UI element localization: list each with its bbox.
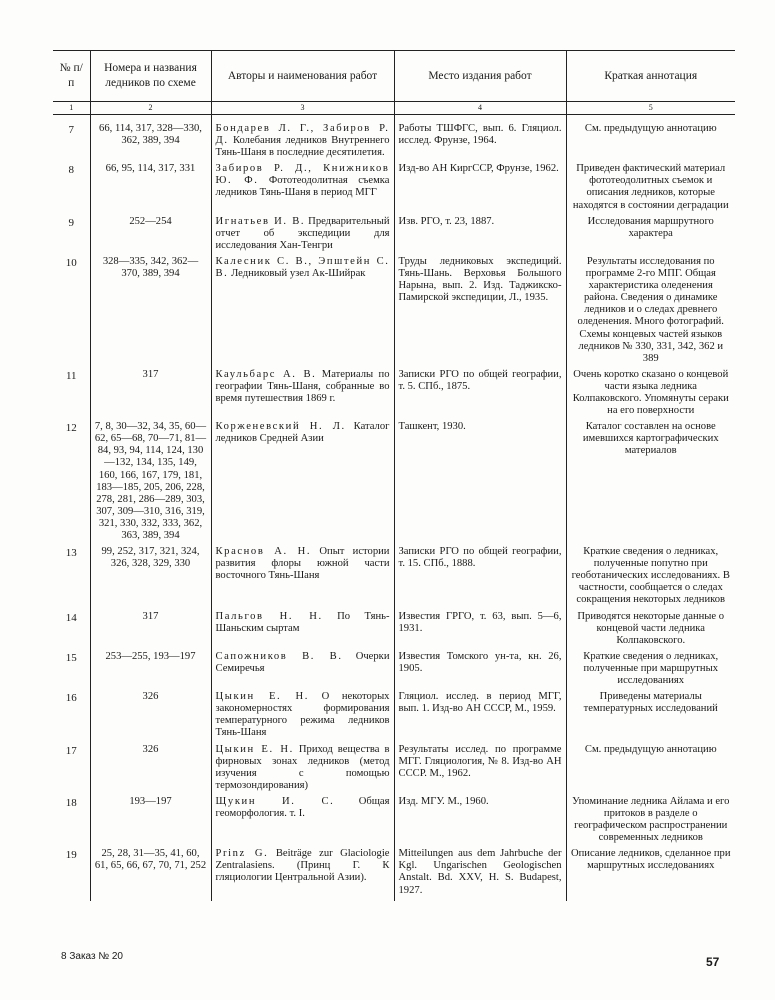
work-title: Очерки Семиречья	[215, 650, 390, 674]
publication-place: Известия ГРГО, т. 63, вып. 5—6, 1931.	[394, 611, 566, 651]
publication-place: Изд. МГУ. М., 1960.	[394, 796, 566, 848]
header-place: Место издания работ	[394, 51, 566, 102]
author-name: Цыкин Е. Н.	[215, 743, 294, 755]
header-annotation: Краткая аннотация	[566, 51, 735, 102]
glacier-numbers: 317	[90, 369, 211, 421]
annotation: См. предыдущую аннотацию	[566, 123, 735, 163]
annotation: Приведен фактический материал фототеодолитных съемок и описания ледников, которые находятся в состоянии деградации	[566, 163, 735, 215]
table-row	[53, 848, 735, 900]
glacier-numbers: 25, 28, 31—35, 41, 60, 61, 65, 66, 67, 70, 71, 252	[90, 848, 211, 900]
glacier-numbers: 253—255, 193—197	[90, 651, 211, 691]
page-number: 57	[706, 955, 720, 969]
row-number: 15	[65, 651, 77, 664]
publication-place: Труды ледниковых экспедиций. Тянь-Шань. Верховья Большого Нарына, вып. 2. Изд. Таджикско-Памирской экспедиции, Л., 1935.	[394, 256, 566, 369]
work-title: Каталог ледников Средней Азии	[215, 421, 390, 445]
table-row	[53, 256, 735, 369]
row-number: 18	[65, 796, 77, 809]
annotation: Краткие сведения о ледниках, полученные попутно при геоботанических исследованиях. В частности, сообщается о следах сокращения некоторых ледников	[566, 546, 735, 610]
annotation: Очень коротко сказано о концевой части языка ледника Колпаковского. Упомянуты сераки на его поверхности	[566, 369, 735, 421]
work-title: Опыт истории развития флоры южной части восточного Тянь-Шаня	[215, 546, 390, 582]
author-name: Калесник С. В., Эпштейн С. В.	[215, 255, 390, 280]
author-and-title	[211, 123, 394, 163]
author-name: Цыкин Е. Н.	[215, 691, 309, 703]
work-title: Приход вещества в фирновых зонах ледников (метод изучения с помощью термозондирования)	[215, 743, 390, 791]
table-row	[53, 651, 735, 691]
row-number: 13	[65, 547, 77, 560]
author-and-title	[211, 651, 394, 691]
glacier-numbers: 99, 252, 317, 321, 324, 326, 328, 329, 330	[90, 546, 211, 610]
work-title: По Тянь-Шаньским сыртам	[215, 610, 390, 634]
work-title: Ледниковый узел Ак-Шийрак	[228, 268, 366, 280]
publication-place: Гляциол. исслед. в период МГГ, вып. 1. Изд-во АН СССР, М., 1959.	[394, 691, 566, 743]
table-body	[53, 115, 735, 901]
header-number: № п/п	[53, 51, 90, 102]
annotation: Приводятся некоторые данные о концевой части ледника Колпаковского.	[566, 611, 735, 651]
glacier-numbers: 317	[90, 611, 211, 651]
author-name: Prinz G.	[215, 848, 269, 860]
work-title: Материалы по географии Тянь-Шаня, собранные во время путешествия 1869 г.	[215, 368, 390, 404]
glacier-numbers: 7, 8, 30—32, 34, 35, 60—62, 65—68, 70—71, 81—84, 93, 94, 114, 124, 130—132, 134, 135, 149, 160, 166, 167, 179, 181, 183—185, 205, 206, 228, 278, 281, 286—289, 303, 307, 309—310, 316, 319, 321, 330, 332, 333, 362, 363, 389, 394	[90, 421, 211, 546]
glacier-numbers: 66, 114, 317, 328—330, 362, 389, 394	[90, 123, 211, 163]
header-colnum-2: 2	[90, 102, 211, 115]
row-number: 16	[65, 692, 77, 705]
glacier-numbers: 193—197	[90, 796, 211, 848]
header-colnum-4: 4	[394, 102, 566, 115]
author-and-title	[211, 216, 394, 256]
row-number: 19	[65, 849, 77, 862]
bibliography-table-container	[53, 50, 735, 901]
author-and-title	[211, 796, 394, 848]
publication-place: Mitteilungen aus dem Jahrbuche der Kgl. Ungarischen Geologischen Anstalt. Bd. XXV, H. S. Budapest, 1927.	[394, 848, 566, 900]
table-row	[53, 546, 735, 610]
work-title: О некоторых закономерностях формирования температурного режима ледников Тянь-Шаня	[215, 691, 390, 739]
glacier-numbers: 252—254	[90, 216, 211, 256]
publication-place: Результаты исслед. по программе МГГ. Гляциология, № 8. Изд-во АН СССР. М., 1962.	[394, 744, 566, 796]
author-and-title	[211, 369, 394, 421]
author-and-title	[211, 256, 394, 369]
header-authors: Авторы и наименования работ	[211, 51, 394, 102]
table-row	[53, 611, 735, 651]
table-row	[53, 369, 735, 421]
row-number: 7	[68, 124, 74, 136]
publication-place: Записки РГО по общей географии, т. 15. СПб., 1888.	[394, 546, 566, 610]
author-name: Корженевский Н. Л.	[215, 421, 346, 433]
table-row	[53, 796, 735, 848]
author-name: Краснов А. Н.	[215, 546, 312, 558]
glacier-numbers: 328—335, 342, 362—370, 389, 394	[90, 256, 211, 369]
annotation: Каталог составлен на основе имевшихся картографических материалов	[566, 421, 735, 546]
annotation: Упоминание ледника Айлама и его притоков в разделе о географическом распространении современных ледников	[566, 796, 735, 848]
annotation: Исследования маршрутного характера	[566, 216, 735, 256]
table-row	[53, 216, 735, 256]
publication-place: Ташкент, 1930.	[394, 421, 566, 546]
annotation: Приведены материалы температурных исследований	[566, 691, 735, 743]
table-row	[53, 123, 735, 163]
author-and-title	[211, 691, 394, 743]
publication-place: Записки РГО по общей географии, т. 5. СПб., 1875.	[394, 369, 566, 421]
row-number: 10	[65, 256, 77, 269]
glacier-numbers: 326	[90, 744, 211, 796]
author-name: Игнатьев И. В.	[215, 215, 306, 227]
author-and-title	[211, 744, 394, 796]
publication-place: Изд-во АН КиргССР, Фрунзе, 1962.	[394, 163, 566, 215]
author-name: Бондарев Л. Г., Забиров Р. Д.	[215, 123, 390, 147]
work-title: Фототеодолитная съемка ледников Тянь-Шаня в период МГГ	[215, 175, 390, 199]
glacier-numbers: 66, 95, 114, 317, 331	[90, 163, 211, 215]
author-and-title	[211, 163, 394, 215]
author-name: Сапожников В. В.	[215, 650, 343, 662]
author-name: Щукин И. С.	[215, 795, 335, 807]
author-name: Каульбарс А. В.	[215, 368, 317, 380]
publication-place: Изв. РГО, т. 23, 1887.	[394, 216, 566, 256]
row-number: 14	[65, 611, 77, 624]
header-colnum-3: 3	[211, 102, 394, 115]
bibliography-table	[53, 50, 735, 901]
glacier-numbers: 326	[90, 691, 211, 743]
annotation: Результаты исследования по программе 2-го МПГ. Общая характеристика оледенения района. Сведения о динамике ледников и о следах древнего оледенения. Много фотографий. Схемы концевых частей языков ледников № 330, 331, 342, 362 и 389	[566, 256, 735, 369]
author-and-title	[211, 848, 394, 900]
table-row	[53, 421, 735, 546]
row-number: 9	[68, 216, 74, 229]
table-row	[53, 163, 735, 215]
table-row	[53, 691, 735, 743]
header-glaciers: Номера и названия ледников по схеме	[90, 51, 211, 102]
table-row	[53, 744, 735, 796]
author-and-title	[211, 421, 394, 546]
row-number: 17	[65, 744, 77, 757]
row-number: 11	[65, 369, 77, 382]
printing-signature: 8 Заказ № 20	[61, 951, 123, 962]
row-number: 12	[65, 422, 77, 435]
header-colnum-1: 1	[53, 102, 90, 115]
author-and-title	[211, 546, 394, 610]
author-name: Забиров Р. Д., Книжников Ю. Ф.	[215, 163, 390, 187]
row-number: 8	[68, 164, 74, 177]
work-title: Предварительный отчет об экспедиции для исследования Хан-Тенгри	[215, 215, 390, 251]
annotation: См. предыдущую аннотацию	[566, 744, 735, 796]
author-and-title	[211, 611, 394, 651]
publication-place: Работы ТШФГС, вып. 6. Гляциол. исслед. Фрунзе, 1964.	[394, 123, 566, 163]
publication-place: Известия Томского ун-та, кн. 26, 1905.	[394, 651, 566, 691]
header-colnum-5: 5	[566, 102, 735, 115]
author-name: Пальгов Н. Н.	[215, 610, 323, 622]
work-title: Колебания ледников Внутреннего Тянь-Шаня в последние десятилетия.	[215, 135, 390, 159]
work-title: Общая геоморфология. т. I.	[215, 795, 390, 819]
annotation: Краткие сведения о ледниках, полученные при маршрутных исследованиях	[566, 651, 735, 691]
work-title: Beiträge zur Glaciologie Zentralasiens. (Принц Г. К гляциологии Центральной Азии).	[215, 848, 390, 884]
annotation: Описание ледников, сделанное при маршрутных исследованиях	[566, 848, 735, 900]
table-header	[53, 51, 735, 115]
